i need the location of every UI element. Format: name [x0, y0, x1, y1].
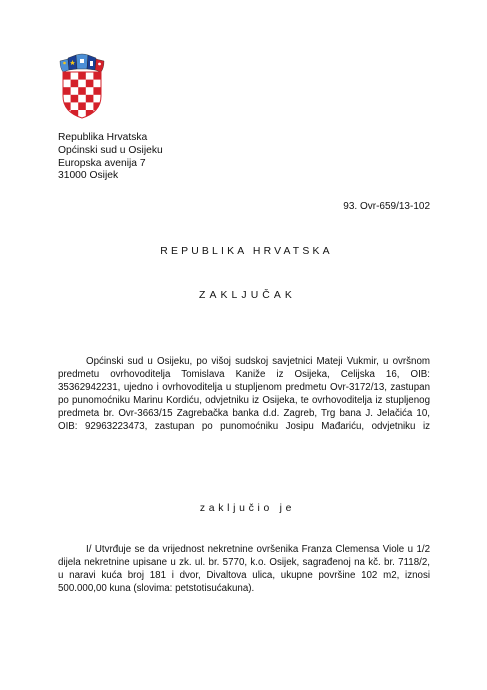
- title-decision: ZAKLJUČAK: [199, 290, 296, 301]
- title-republic: REPUBLIKA HRVATSKA: [160, 246, 333, 257]
- intro-line: Općinski sud u Osijeku, po višoj sudskoj savjetnici Mateji Vukmir, u ovršnom: [86, 356, 430, 367]
- intro-line: predmeta br. Ovr-3663/15 Zagrebačka banka d.d. Zagreb, Trg bana J. Jelačića 10,: [58, 408, 430, 419]
- intro-line: 35362942231, ujedno i ovrhovoditelja u stupljenom predmetu Ovr-3172/13, zastupan: [58, 382, 430, 393]
- intro-line: po punomoćniku Marinu Kordiću, odvjetniku iz Osijeka, te ovrhovoditelja iz stupljenog: [58, 395, 430, 406]
- ruling-line: I/ Utvrđuje se da vrijednost nekretnine ovršenika Franza Clemensa Viole u 1/2: [86, 544, 430, 555]
- address-line-court: Općinski sud u Osijeku: [58, 144, 163, 156]
- ruling-line: 500.000,00 kuna (slovima: petstotisućakuna).: [58, 583, 255, 594]
- address-line-city: 31000 Osijek: [58, 170, 119, 182]
- ruling-line: dijela nekretnine upisane u zk. ul. br. 5770, k.o. Osijek, sagrađenoj na kč. br. 7118/2,: [58, 557, 430, 568]
- croatian-coat-of-arms-icon: [57, 52, 107, 120]
- court-address: [58, 132, 163, 183]
- title-concluded: zaključio je: [199, 503, 296, 514]
- ruling-paragraph: [58, 543, 430, 595]
- ruling-line: u naravi kuća broj 181 i dvor, Divaltova ulica, ukupne površine 102 m2, iznosi: [58, 570, 430, 581]
- address-line-street: Europska avenija 7: [58, 157, 146, 169]
- intro-line: predmetu ovrhovoditelja Tomislava Kaniže iz Osijeka, Celijska 16, OIB:: [58, 369, 430, 380]
- address-line-country: Republika Hrvatska: [58, 132, 148, 143]
- case-number: 93. Ovr-659/13-102: [343, 201, 430, 212]
- intro-paragraph: [58, 355, 430, 433]
- intro-line: OIB: 92963223473, zastupan po punomoćniku Josipu Mađariću, odvjetniku iz: [58, 421, 430, 432]
